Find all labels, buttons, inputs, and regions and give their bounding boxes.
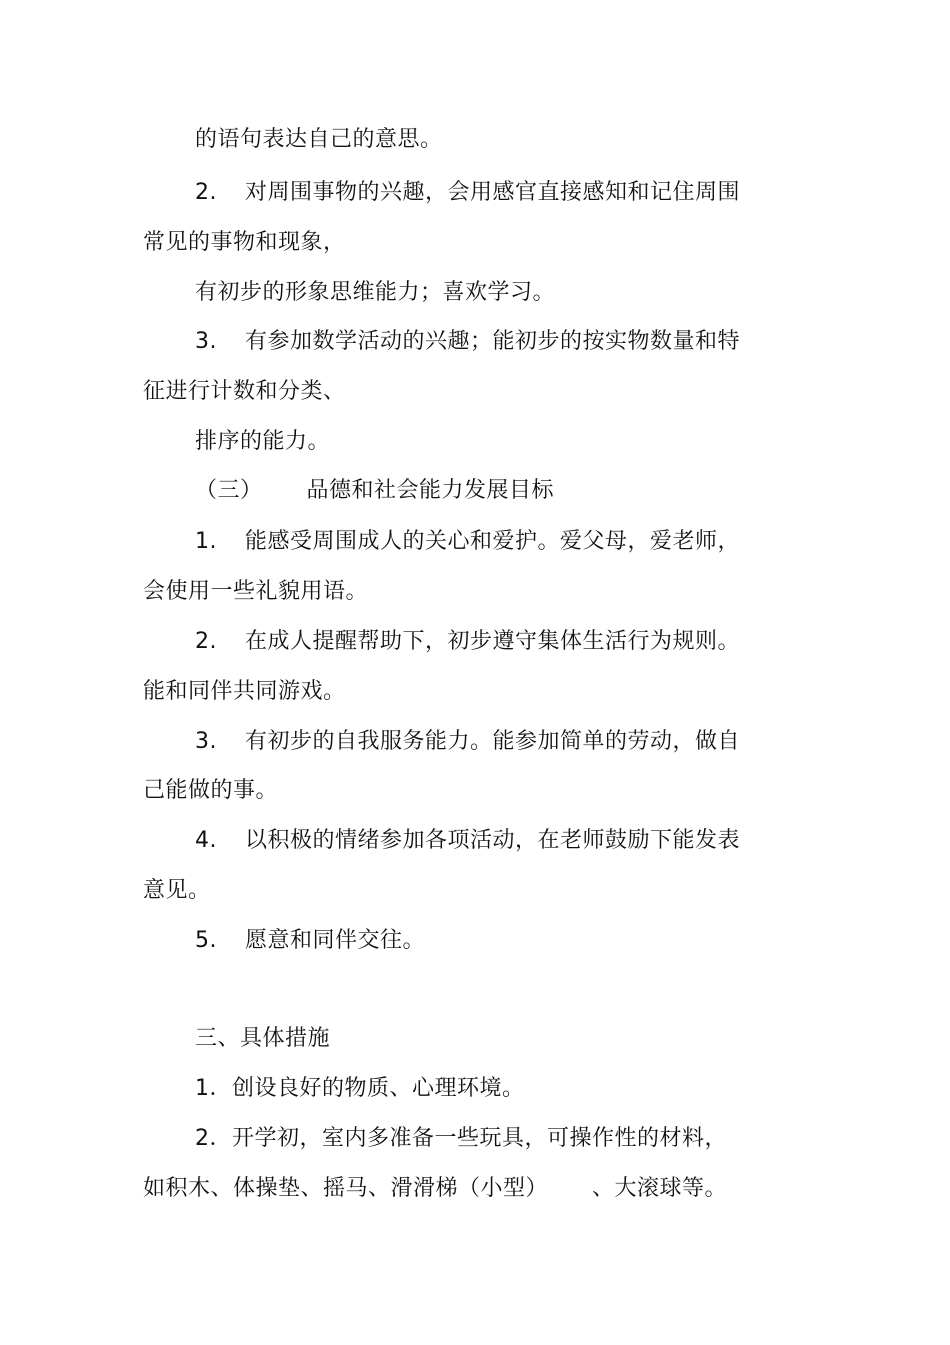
list-item-2: 2．开学初，室内多准备一些玩具，可操作性的材料， xyxy=(195,1126,728,1151)
list-number: 5. xyxy=(195,928,217,953)
section-heading: 三、具体措施 xyxy=(195,1026,331,1051)
paragraph-line: 常见的事物和现象， xyxy=(143,230,346,255)
list-item-4: 4. 以积极的情绪参加各项活动，在老师鼓励下能发表 xyxy=(195,828,741,853)
section-heading: （三） 品德和社会能力发展目标 xyxy=(195,478,555,503)
list-number: 2. xyxy=(195,180,217,205)
list-number: 4. xyxy=(195,828,217,853)
paragraph-line: 己能做的事。 xyxy=(143,778,279,803)
paragraph-line: 有初步的形象思维能力；喜欢学习。 xyxy=(195,280,556,305)
paragraph-line: 会使用一些礼貌用语。 xyxy=(143,579,369,604)
list-number: 3. xyxy=(195,729,217,754)
list-number: 2. xyxy=(195,629,217,654)
paragraph-line: 征进行计数和分类、 xyxy=(143,379,346,404)
paragraph-line: 如积木、体操垫、摇马、滑滑梯（小型） 、大滚球等。 xyxy=(143,1176,728,1201)
list-item-2: 2. 在成人提醒帮助下，初步遵守集体生活行为规则。 xyxy=(195,629,741,654)
section-number: （三） xyxy=(195,478,263,503)
list-number: 1. xyxy=(195,529,217,554)
list-item-3: 3. 有参加数学活动的兴趣；能初步的按实物数量和特 xyxy=(195,329,741,354)
paragraph-line: 能和同伴共同游戏。 xyxy=(143,679,346,704)
list-item-3: 3. 有初步的自我服务能力。能参加简单的劳动，做自 xyxy=(195,729,741,754)
list-item-1: 1. 能感受周围成人的关心和爱护。爱父母，爱老师， xyxy=(195,529,741,554)
list-item-1: 1．创设良好的物质、心理环境。 xyxy=(195,1076,525,1101)
list-item-2: 2. 对周围事物的兴趣，会用感官直接感知和记住周围 xyxy=(195,180,741,205)
list-number: 2． xyxy=(195,1126,232,1151)
paragraph-line: 意见。 xyxy=(143,878,211,903)
list-number: 3. xyxy=(195,329,217,354)
paragraph-line: 的语句表达自己的意思。 xyxy=(195,127,443,152)
list-number: 1． xyxy=(195,1076,232,1101)
paragraph-line: 排序的能力。 xyxy=(195,429,331,454)
list-item-5: 5. 愿意和同伴交往。 xyxy=(195,928,426,953)
